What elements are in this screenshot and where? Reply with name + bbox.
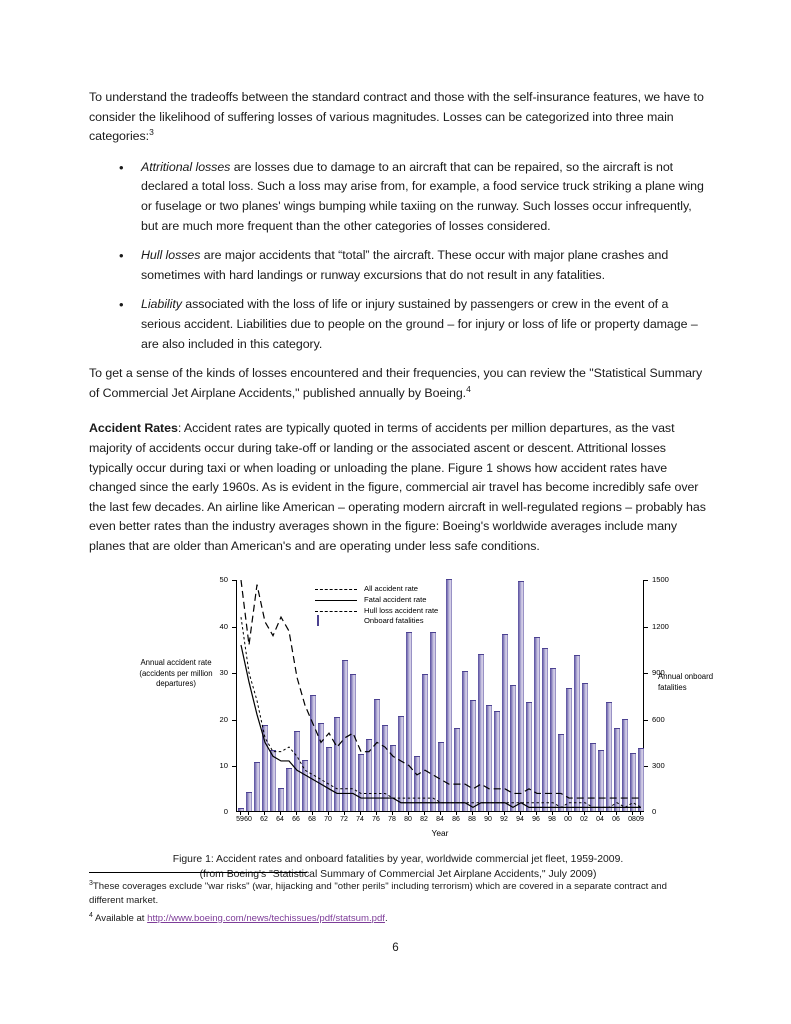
x-tick-mark [488,812,489,815]
x-tick-label: 66 [292,816,300,824]
y-tick-mark [232,720,236,721]
x-tick-label: 86 [452,816,460,824]
short-dash-line-icon [313,606,359,617]
x-tick-label: 64 [276,816,284,824]
x-tick-mark [312,812,313,815]
x-tick-mark [568,812,569,815]
figure-1 [89,570,714,882]
x-tick-label: 88 [468,816,476,824]
x-tick-label: 68 [308,816,316,824]
footnote-text-after: . [384,912,388,924]
x-tick-mark [536,812,537,815]
list-item [89,246,707,285]
y-tick-label-right: 0 [652,807,657,817]
x-tick-label: 60 [244,816,252,824]
footnote-number: 3 [89,879,93,887]
x-tick-mark [520,812,521,815]
x-tick-mark [328,812,329,815]
x-tick-mark [600,812,601,815]
footnote-number: 4 [89,911,93,919]
solid-line-icon [313,595,359,606]
legend-item-fatal-accident-rate [313,595,438,606]
list-item [89,295,707,354]
legend-label: Hull loss accident rate [364,605,439,615]
x-tick-mark [504,812,505,815]
y-tick-label-right: 1200 [652,621,669,631]
y-tick-mark-right [644,627,648,628]
x-tick-label: 82 [420,816,428,824]
bullet-icon: • [119,159,124,175]
x-tick-mark [640,812,641,815]
figure-caption-line-2: (from Boeing's "Statistical Summary of Commercial Jet Airplane Accidents," July 2009) [199,869,597,881]
y-tick-mark [232,627,236,628]
y-tick-label-right: 900 [652,668,665,678]
x-tick-mark [408,812,409,815]
y-tick-label: 20 [219,714,228,724]
bullet-icon: • [119,248,124,264]
footnote-text: These coverages exclude "war risks" (war, hijacking and "other perils" including terrorism) which are covered in a separate contract and different market. [89,881,667,907]
chart-legend [313,584,438,626]
x-tick-mark [344,812,345,815]
x-tick-mark [584,812,585,815]
x-tick-mark [392,812,393,815]
footnotes-section [89,872,702,929]
bar-swatch-icon [313,616,359,627]
x-tick-label: 94 [516,816,524,824]
x-tick-label: 00 [564,816,572,824]
x-tick-label: 84 [436,816,444,824]
x-tick-label: 90 [484,816,492,824]
x-tick-mark [552,812,553,815]
intro-paragraph [89,88,707,147]
x-tick-mark [632,812,633,815]
plot-area [236,580,644,812]
footnote-3 [89,880,702,909]
bullet-text: associated with the loss of life or injury sustained by passengers or crew in the event of a serious accident. Liabilities due to people on the ground – for injury or loss of life or property damage – are also included in this category. [141,297,698,351]
x-tick-mark [616,812,617,815]
boeing-statsum-link[interactable]: http://www.boeing.com/news/techissues/pdf/statsum.pdf [147,912,385,924]
y-tick-mark-right [644,720,648,721]
legend-label: Onboard fatalities [364,616,424,626]
x-tick-label: 78 [388,816,396,824]
x-tick-label: 98 [548,816,556,824]
summary-text: To get a sense of the kinds of losses encountered and their frequencies, you can review the "Statistical Summary of Commercial Jet Airplane Accidents," published annually by Boeing. [89,366,703,400]
x-tick-label: 08 [628,816,636,824]
lines-layer [237,580,645,812]
x-tick-mark [360,812,361,815]
bullet-term: Hull losses [141,248,201,263]
x-tick-label: 76 [372,816,380,824]
footnote-marker-4: 4 [466,383,471,394]
legend-label: Fatal accident rate [364,595,427,605]
x-tick-label: 62 [260,816,268,824]
footnote-4 [89,912,702,926]
x-tick-mark [240,812,241,815]
page-number: 6 [392,941,399,954]
intro-text: To understand the tradeoffs between the standard contract and those with the self-insurance features, we have to consider the likelihood of suffering losses of various magnitudes. Losses can be categorized into three main categories: [89,90,704,144]
data-line [241,618,641,808]
footnote-separator [89,872,307,873]
x-tick-label: 04 [596,816,604,824]
accident-rates-paragraph [89,419,707,556]
y-tick-mark-right [644,580,648,581]
accident-rates-heading: Accident Rates [89,421,178,436]
y-tick-label-right: 600 [652,714,665,724]
x-tick-label: 06 [612,816,620,824]
x-tick-mark [248,812,249,815]
x-tick-label: 92 [500,816,508,824]
x-tick-label: 09 [636,816,644,824]
loss-categories-list [89,158,707,354]
y-tick-label: 50 [219,575,228,585]
long-dash-line-icon [313,584,359,595]
data-line [241,580,641,798]
x-tick-mark [456,812,457,815]
accident-rate-chart [118,570,714,842]
bullet-text: are losses due to damage to an aircraft that can be repaired, so the aircraft is not declared a total loss. Such a loss may arise from, for example, a food service truck striking a plane wing or fuselage or two planes' wings bumping while taxiing on the runway. Such losses occur infrequently, but are much more frequent than the other categories of losses considered. [141,159,704,233]
bullet-text: are major accidents that “total” the aircraft. These occur with major plane crashes and sometimes with hard landings or runway excursions that do not result in any fatalities. [141,248,669,282]
y-tick-label: 0 [223,807,228,817]
x-tick-label: 80 [404,816,412,824]
figure-caption-line-1: Figure 1: Accident rates and onboard fatalities by year, worldwide commercial jet fleet, 1959-2009. [172,854,624,866]
list-item [89,158,707,236]
x-tick-mark [280,812,281,815]
y-tick-label-right: 1500 [652,575,669,585]
bullet-icon: • [119,297,124,313]
y-tick-mark [232,673,236,674]
legend-item-all-accident-rate [313,584,438,595]
x-tick-label: 59 [236,816,244,824]
x-tick-label: 96 [532,816,540,824]
y-tick-mark [232,766,236,767]
y-tick-label-right: 300 [652,761,665,771]
legend-label: All accident rate [364,584,419,594]
y-tick-label: 10 [219,761,228,771]
y-axis-right-title: Annual onboard fatalities [658,672,714,692]
x-tick-label: 74 [356,816,364,824]
x-tick-label: 70 [324,816,332,824]
y-tick-mark-right [644,766,648,767]
y-axis-left-title: Annual accident rate (accidents per million departures) [139,658,213,688]
legend-item-onboard-fatalities [313,616,438,627]
y-tick-mark [232,580,236,581]
x-tick-label: 02 [580,816,588,824]
footnote-marker-3: 3 [149,127,154,138]
summary-paragraph [89,364,707,403]
x-tick-label: 72 [340,816,348,824]
x-tick-mark [376,812,377,815]
accident-rates-body: : Accident rates are typically quoted in terms of accidents per million departures, as the vast majority of accidents occur during take-off or landing or the associated ascent or descent. Attritional losses typically occur during taxi or when loading or unloading the plane. Figure 1 shows how accident rates have changed since the early 1960s. As is evident in the figure, commercial air travel has become incredibly safe over the last few decades. An airline like American – operating modern aircraft in well-regulated regions – probably has even better rates than the industry averages shown in the figure: Boeing's worldwide averages include many planes that are older than American's and are operating under less safe conditions. [89,421,706,553]
footnote-text-before: Available at [92,912,148,924]
x-tick-mark [440,812,441,815]
y-tick-label: 40 [219,621,228,631]
y-tick-label: 30 [219,668,228,678]
x-tick-mark [424,812,425,815]
legend-item-hull-loss-accident-rate [313,606,438,617]
x-tick-mark [296,812,297,815]
data-line [241,645,641,807]
x-tick-mark [264,812,265,815]
bullet-term: Liability [141,297,182,312]
x-tick-mark [472,812,473,815]
x-axis-title: Year [431,828,449,839]
bullet-term: Attritional losses [141,159,231,174]
y-tick-mark-right [644,673,648,674]
